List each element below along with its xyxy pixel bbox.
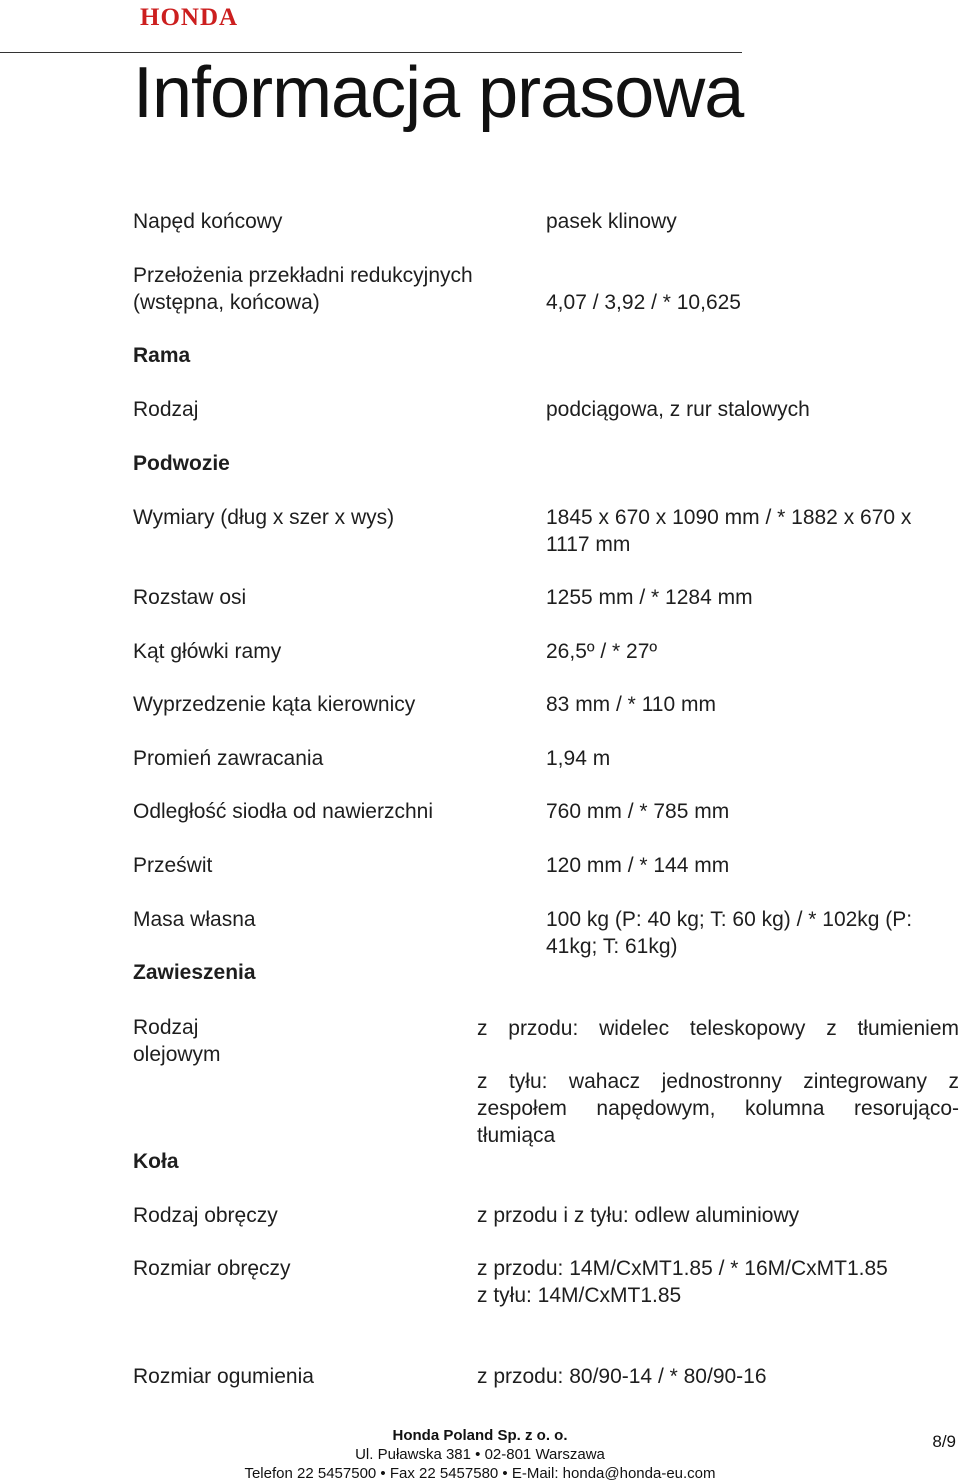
section-heading-podwozie: Podwozie [133,452,230,475]
spec-value-zaw-tyl: z tyłu: wahacz jednostronny zintegrowany z zespołem napędowym, kolumna resorująco-tłumiąca [477,1070,959,1147]
spec-label-zaw-rodzaj-line2: olejowym [133,1043,221,1066]
spec-value-promien: 1,94 m [546,747,611,770]
spec-value-kat: 26,5º / * 27º [546,640,658,663]
spec-value-rozstaw: 1255 mm / * 1284 mm [546,586,753,609]
section-heading-kola: Koła [133,1150,179,1173]
spec-label-zaw-rodzaj-line1: Rodzaj [133,1016,199,1039]
spec-label-odleglosc: Odległość siodła od nawierzchni [133,800,433,823]
spec-label-rozmiar-obreczy: Rozmiar obręczy [133,1257,291,1280]
spec-label-masa: Masa własna [133,908,256,931]
spec-label-przeswit: Prześwit [133,854,213,877]
spec-label-przelozenia-line1: Przełożenia przekładni redukcyjnych [133,264,473,287]
page-number: 8/9 [932,1432,956,1451]
spec-value-wymiary-line1: 1845 x 670 x 1090 mm / * 1882 x 670 x [546,506,912,529]
spec-label-ogumienie: Rozmiar ogumienia [133,1365,314,1388]
spec-label-obrecze: Rodzaj obręczy [133,1204,278,1227]
honda-logo: HONDA [140,4,239,31]
spec-value-odleglosc: 760 mm / * 785 mm [546,800,730,823]
spec-label-kat: Kąt główki ramy [133,640,282,663]
spec-label-przelozenia-line2: (wstępna, końcowa) [133,291,320,314]
spec-label-wymiary: Wymiary (dług x szer x wys) [133,506,395,529]
spec-value-przeswit: 120 mm / * 144 mm [546,854,730,877]
spec-value-ogumienie: z przodu: 80/90-14 / * 80/90-16 [477,1365,767,1388]
spec-label-rozstaw: Rozstaw osi [133,586,247,609]
footer-address: Ul. Puławska 381 • 02-801 Warszawa [355,1446,605,1463]
spec-value-naped: pasek klinowy [546,210,677,233]
spec-value-masa-line2: 41kg; T: 61kg) [546,935,678,958]
spec-value-rama-rodzaj: podciągowa, z rur stalowych [546,398,810,421]
spec-label-promien: Promień zawracania [133,747,324,770]
footer-contact: Telefon 22 5457500 • Fax 22 5457580 • E-Mail: honda@honda-eu.com [244,1465,716,1482]
spec-value-masa-line1: 100 kg (P: 40 kg; T: 60 kg) / * 102kg (P: [546,908,913,931]
spec-label-wyprzedzenie: Wyprzedzenie kąta kierownicy [133,693,416,716]
footer-company: Honda Poland Sp. z o. o. [392,1427,568,1444]
spec-value-rozmiar-obreczy-line2: z tyłu: 14M/CxMT1.85 [477,1284,682,1307]
spec-value-obrecze: z przodu i z tyłu: odlew aluminiowy [477,1204,800,1227]
spec-label-rama-rodzaj: Rodzaj [133,398,199,421]
spec-value-wyprzedzenie: 83 mm / * 110 mm [546,693,716,716]
section-heading-rama: Rama [133,344,191,367]
section-heading-zawieszenia: Zawieszenia [133,961,256,984]
page-title: Informacja prasowa [133,53,744,133]
spec-value-przelozenia: 4,07 / 3,92 / * 10,625 [546,291,741,314]
spec-value-zaw-przod: z przodu: widelec teleskopowy z tłumieniem [477,1017,959,1040]
spec-label-naped: Napęd końcowy [133,210,283,233]
spec-value-rozmiar-obreczy-line1: z przodu: 14M/CxMT1.85 / * 16M/CxMT1.85 [477,1257,888,1280]
spec-value-wymiary-line2: 1117 mm [546,533,631,556]
